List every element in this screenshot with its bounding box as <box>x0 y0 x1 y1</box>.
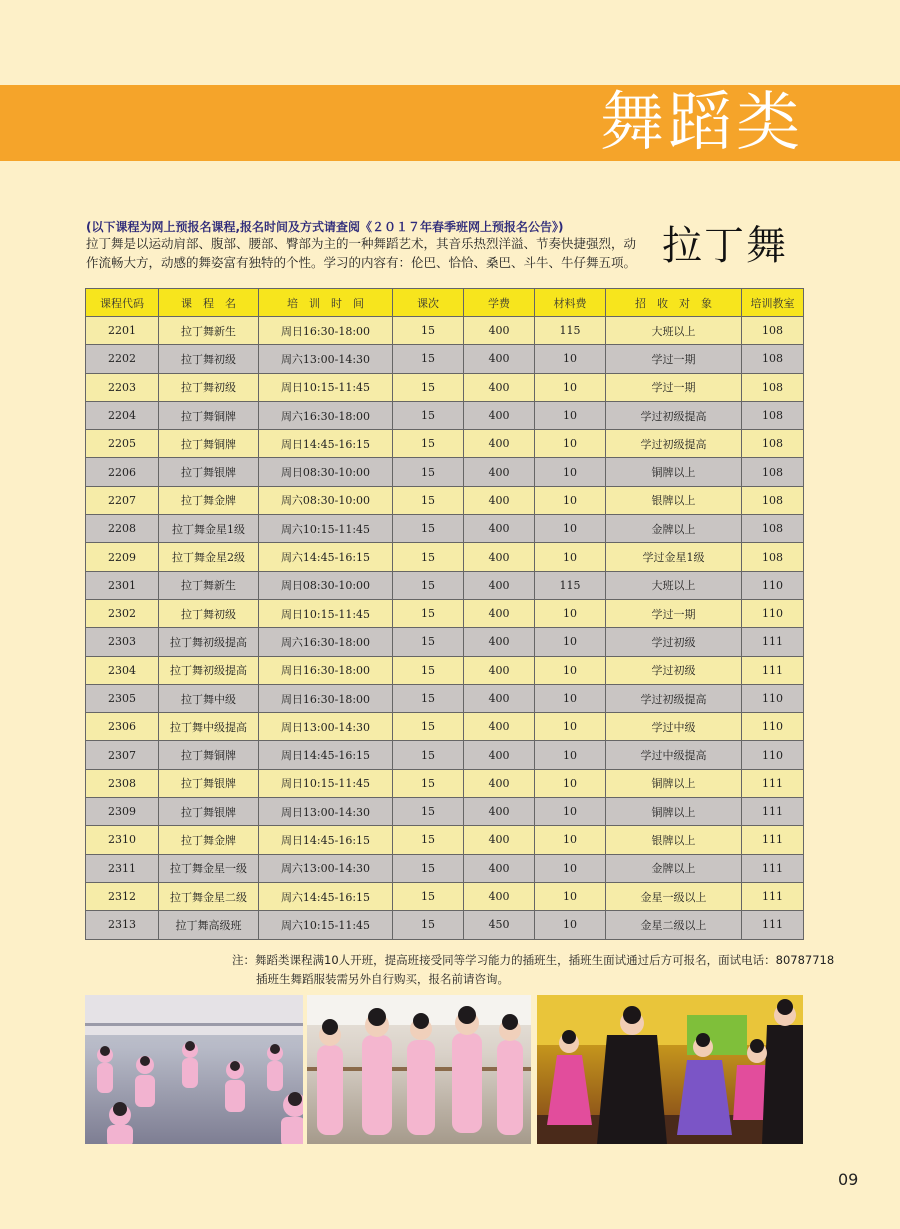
cell-eligibility: 银牌以上 <box>606 826 742 854</box>
preregistration-notice: (以下课程为网上预报名课程,报名时间及方式请查阅《２０１７年春季班网上预报名公告》) <box>86 220 564 234</box>
footnote-line-2: 插班生舞蹈服装需另外自行购买，报名前请咨询。 <box>256 972 509 986</box>
latin-dance-performance-photo <box>537 995 803 1144</box>
cell-schedule: 周日10:15-11:45 <box>259 599 393 627</box>
cell-tuition: 400 <box>464 345 535 373</box>
cell-tuition: 400 <box>464 882 535 910</box>
cell-material-fee: 10 <box>535 713 606 741</box>
cell-material-fee: 10 <box>535 599 606 627</box>
cell-sessions: 15 <box>393 798 464 826</box>
table-row <box>86 713 804 741</box>
table-row <box>86 741 804 769</box>
cell-tuition: 450 <box>464 911 535 939</box>
cell-material-fee: 10 <box>535 345 606 373</box>
table-row <box>86 430 804 458</box>
header-schedule: 培 训 时 间 <box>259 289 393 317</box>
cell-schedule: 周六16:30-18:00 <box>259 628 393 656</box>
cell-course-code: 2209 <box>86 543 159 571</box>
cell-course-code: 2308 <box>86 769 159 797</box>
cell-course-name: 拉丁舞高级班 <box>159 911 259 939</box>
cell-material-fee: 10 <box>535 458 606 486</box>
course-table <box>85 288 804 940</box>
cell-classroom: 110 <box>742 571 804 599</box>
table-row <box>86 345 804 373</box>
cell-tuition: 400 <box>464 769 535 797</box>
cell-schedule: 周日13:00-14:30 <box>259 713 393 741</box>
cell-tuition: 400 <box>464 656 535 684</box>
cell-course-name: 拉丁舞初级提高 <box>159 628 259 656</box>
cell-course-code: 2309 <box>86 798 159 826</box>
cell-course-name: 拉丁舞初级 <box>159 345 259 373</box>
cell-course-code: 2204 <box>86 401 159 429</box>
cell-classroom: 108 <box>742 401 804 429</box>
cell-course-name: 拉丁舞金星一级 <box>159 854 259 882</box>
cell-material-fee: 10 <box>535 486 606 514</box>
cell-tuition: 400 <box>464 515 535 543</box>
cell-material-fee: 10 <box>535 430 606 458</box>
cell-course-name: 拉丁舞初级提高 <box>159 656 259 684</box>
cell-material-fee: 10 <box>535 543 606 571</box>
cell-schedule: 周六10:15-11:45 <box>259 911 393 939</box>
cell-schedule: 周六08:30-10:00 <box>259 486 393 514</box>
header-course-name: 课 程 名 <box>159 289 259 317</box>
cell-tuition: 400 <box>464 458 535 486</box>
cell-course-name: 拉丁舞金星1级 <box>159 515 259 543</box>
footnote-line-1: 注：舞蹈类课程满10人开班，提高班接受同等学习能力的插班生，插班生面试通过后方可报名，面试电话：80787718 <box>232 953 835 967</box>
cell-sessions: 15 <box>393 769 464 797</box>
cell-material-fee: 10 <box>535 401 606 429</box>
cell-tuition: 400 <box>464 599 535 627</box>
cell-classroom: 108 <box>742 458 804 486</box>
cell-sessions: 15 <box>393 486 464 514</box>
cell-sessions: 15 <box>393 515 464 543</box>
cell-schedule: 周日10:15-11:45 <box>259 373 393 401</box>
cell-tuition: 400 <box>464 798 535 826</box>
category-title: 舞蹈类 <box>600 86 804 160</box>
cell-course-code: 2202 <box>86 345 159 373</box>
table-row <box>86 826 804 854</box>
cell-eligibility: 学过初级提高 <box>606 430 742 458</box>
cell-schedule: 周日16:30-18:00 <box>259 684 393 712</box>
cell-sessions: 15 <box>393 430 464 458</box>
cell-sessions: 15 <box>393 458 464 486</box>
cell-classroom: 111 <box>742 628 804 656</box>
cell-course-code: 2310 <box>86 826 159 854</box>
table-row <box>86 317 804 345</box>
cell-course-code: 2201 <box>86 317 159 345</box>
table-row <box>86 458 804 486</box>
cell-sessions: 15 <box>393 854 464 882</box>
cell-course-code: 2312 <box>86 882 159 910</box>
table-row <box>86 854 804 882</box>
footnote <box>232 951 834 989</box>
cell-eligibility: 学过初级提高 <box>606 401 742 429</box>
cell-course-code: 2306 <box>86 713 159 741</box>
cell-tuition: 400 <box>464 713 535 741</box>
cell-classroom: 111 <box>742 769 804 797</box>
table-row <box>86 486 804 514</box>
cell-schedule: 周六14:45-16:15 <box>259 543 393 571</box>
cell-schedule: 周日14:45-16:15 <box>259 430 393 458</box>
table-row <box>86 911 804 939</box>
cell-schedule: 周日16:30-18:00 <box>259 656 393 684</box>
category-banner <box>0 85 900 161</box>
cell-classroom: 110 <box>742 684 804 712</box>
cell-course-code: 2304 <box>86 656 159 684</box>
cell-classroom: 108 <box>742 515 804 543</box>
table-row <box>86 684 804 712</box>
cell-material-fee: 10 <box>535 798 606 826</box>
cell-sessions: 15 <box>393 882 464 910</box>
header-classroom: 培训教室 <box>742 289 804 317</box>
table-row <box>86 373 804 401</box>
cell-sessions: 15 <box>393 543 464 571</box>
cell-eligibility: 铜牌以上 <box>606 769 742 797</box>
dance-class-photo-barre <box>307 995 531 1144</box>
cell-eligibility: 金星一级以上 <box>606 882 742 910</box>
cell-schedule: 周日08:30-10:00 <box>259 458 393 486</box>
cell-material-fee: 10 <box>535 515 606 543</box>
cell-eligibility: 学过中级提高 <box>606 741 742 769</box>
cell-course-name: 拉丁舞金牌 <box>159 486 259 514</box>
cell-eligibility: 学过初级 <box>606 628 742 656</box>
cell-material-fee: 115 <box>535 317 606 345</box>
cell-sessions: 15 <box>393 741 464 769</box>
cell-tuition: 400 <box>464 430 535 458</box>
cell-material-fee: 10 <box>535 854 606 882</box>
cell-course-name: 拉丁舞新生 <box>159 571 259 599</box>
cell-schedule: 周六13:00-14:30 <box>259 345 393 373</box>
cell-course-name: 拉丁舞金星二级 <box>159 882 259 910</box>
cell-course-code: 2205 <box>86 430 159 458</box>
cell-course-name: 拉丁舞铜牌 <box>159 401 259 429</box>
cell-sessions: 15 <box>393 571 464 599</box>
cell-eligibility: 学过一期 <box>606 373 742 401</box>
cell-material-fee: 10 <box>535 373 606 401</box>
header-eligibility: 招 收 对 象 <box>606 289 742 317</box>
cell-sessions: 15 <box>393 656 464 684</box>
cell-eligibility: 金牌以上 <box>606 515 742 543</box>
cell-classroom: 111 <box>742 826 804 854</box>
table-row <box>86 798 804 826</box>
cell-schedule: 周六13:00-14:30 <box>259 854 393 882</box>
header-sessions: 课次 <box>393 289 464 317</box>
cell-material-fee: 10 <box>535 882 606 910</box>
cell-classroom: 108 <box>742 345 804 373</box>
table-header-row <box>86 289 804 317</box>
cell-schedule: 周六10:15-11:45 <box>259 515 393 543</box>
cell-material-fee: 10 <box>535 741 606 769</box>
cell-sessions: 15 <box>393 345 464 373</box>
table-row <box>86 628 804 656</box>
cell-course-code: 2307 <box>86 741 159 769</box>
cell-schedule: 周日14:45-16:15 <box>259 826 393 854</box>
cell-course-code: 2301 <box>86 571 159 599</box>
cell-course-name: 拉丁舞铜牌 <box>159 741 259 769</box>
cell-schedule: 周日16:30-18:00 <box>259 317 393 345</box>
cell-tuition: 400 <box>464 826 535 854</box>
cell-eligibility: 学过中级 <box>606 713 742 741</box>
table-row <box>86 543 804 571</box>
cell-eligibility: 铜牌以上 <box>606 458 742 486</box>
cell-classroom: 110 <box>742 713 804 741</box>
cell-classroom: 111 <box>742 798 804 826</box>
cell-course-name: 拉丁舞金星2级 <box>159 543 259 571</box>
cell-sessions: 15 <box>393 373 464 401</box>
cell-eligibility: 铜牌以上 <box>606 798 742 826</box>
table-row <box>86 599 804 627</box>
cell-schedule: 周六16:30-18:00 <box>259 401 393 429</box>
cell-tuition: 400 <box>464 373 535 401</box>
cell-course-name: 拉丁舞初级 <box>159 373 259 401</box>
cell-course-name: 拉丁舞铜牌 <box>159 430 259 458</box>
cell-course-code: 2303 <box>86 628 159 656</box>
cell-eligibility: 学过初级 <box>606 656 742 684</box>
cell-eligibility: 学过初级提高 <box>606 684 742 712</box>
header-material-fee: 材料费 <box>535 289 606 317</box>
header-tuition: 学费 <box>464 289 535 317</box>
cell-course-code: 2311 <box>86 854 159 882</box>
cell-material-fee: 10 <box>535 656 606 684</box>
table-row <box>86 656 804 684</box>
cell-material-fee: 10 <box>535 911 606 939</box>
cell-course-name: 拉丁舞中级 <box>159 684 259 712</box>
table-row <box>86 515 804 543</box>
section-title: 拉丁舞 <box>662 223 788 269</box>
cell-classroom: 111 <box>742 882 804 910</box>
cell-course-code: 2313 <box>86 911 159 939</box>
cell-tuition: 400 <box>464 684 535 712</box>
cell-course-name: 拉丁舞新生 <box>159 317 259 345</box>
cell-tuition: 400 <box>464 486 535 514</box>
cell-sessions: 15 <box>393 684 464 712</box>
cell-tuition: 400 <box>464 571 535 599</box>
cell-course-code: 2302 <box>86 599 159 627</box>
cell-schedule: 周日14:45-16:15 <box>259 741 393 769</box>
cell-tuition: 400 <box>464 741 535 769</box>
cell-course-code: 2203 <box>86 373 159 401</box>
cell-eligibility: 学过金星1级 <box>606 543 742 571</box>
cell-material-fee: 10 <box>535 769 606 797</box>
cell-material-fee: 10 <box>535 628 606 656</box>
cell-sessions: 15 <box>393 317 464 345</box>
cell-classroom: 108 <box>742 543 804 571</box>
header-course-code: 课程代码 <box>86 289 159 317</box>
cell-tuition: 400 <box>464 543 535 571</box>
cell-course-code: 2207 <box>86 486 159 514</box>
cell-course-name: 拉丁舞中级提高 <box>159 713 259 741</box>
page-number: 09 <box>838 1170 859 1189</box>
cell-classroom: 108 <box>742 373 804 401</box>
cell-sessions: 15 <box>393 401 464 429</box>
cell-material-fee: 115 <box>535 571 606 599</box>
cell-classroom: 110 <box>742 741 804 769</box>
cell-sessions: 15 <box>393 599 464 627</box>
cell-classroom: 108 <box>742 486 804 514</box>
cell-material-fee: 10 <box>535 826 606 854</box>
cell-course-name: 拉丁舞银牌 <box>159 769 259 797</box>
cell-classroom: 111 <box>742 911 804 939</box>
cell-classroom: 110 <box>742 599 804 627</box>
cell-eligibility: 学过一期 <box>606 345 742 373</box>
cell-sessions: 15 <box>393 628 464 656</box>
cell-sessions: 15 <box>393 911 464 939</box>
table-row <box>86 769 804 797</box>
cell-material-fee: 10 <box>535 684 606 712</box>
cell-schedule: 周六14:45-16:15 <box>259 882 393 910</box>
cell-sessions: 15 <box>393 826 464 854</box>
cell-schedule: 周日13:00-14:30 <box>259 798 393 826</box>
cell-tuition: 400 <box>464 317 535 345</box>
cell-classroom: 108 <box>742 430 804 458</box>
cell-tuition: 400 <box>464 401 535 429</box>
table-row <box>86 401 804 429</box>
cell-course-name: 拉丁舞初级 <box>159 599 259 627</box>
cell-course-code: 2305 <box>86 684 159 712</box>
cell-course-code: 2206 <box>86 458 159 486</box>
cell-sessions: 15 <box>393 713 464 741</box>
cell-classroom: 111 <box>742 656 804 684</box>
cell-eligibility: 学过一期 <box>606 599 742 627</box>
cell-eligibility: 金牌以上 <box>606 854 742 882</box>
course-intro: 拉丁舞是以运动肩部、腹部、腰部、臀部为主的一种舞蹈艺术，其音乐热烈洋溢、节奏快捷强烈，动作流畅大方，动感的舞姿富有独特的个性。学习的内容有：伦巴、恰恰、桑巴、斗牛、牛仔舞五项。 <box>86 236 637 270</box>
cell-tuition: 400 <box>464 854 535 882</box>
cell-classroom: 111 <box>742 854 804 882</box>
cell-eligibility: 银牌以上 <box>606 486 742 514</box>
cell-course-name: 拉丁舞银牌 <box>159 798 259 826</box>
cell-course-name: 拉丁舞银牌 <box>159 458 259 486</box>
cell-schedule: 周日08:30-10:00 <box>259 571 393 599</box>
cell-eligibility: 大班以上 <box>606 317 742 345</box>
table-row <box>86 571 804 599</box>
cell-schedule: 周日10:15-11:45 <box>259 769 393 797</box>
cell-classroom: 108 <box>742 317 804 345</box>
table-row <box>86 882 804 910</box>
cell-tuition: 400 <box>464 628 535 656</box>
cell-course-code: 2208 <box>86 515 159 543</box>
cell-course-name: 拉丁舞金牌 <box>159 826 259 854</box>
dance-class-photo-floor <box>85 995 303 1144</box>
cell-eligibility: 金星二级以上 <box>606 911 742 939</box>
cell-eligibility: 大班以上 <box>606 571 742 599</box>
